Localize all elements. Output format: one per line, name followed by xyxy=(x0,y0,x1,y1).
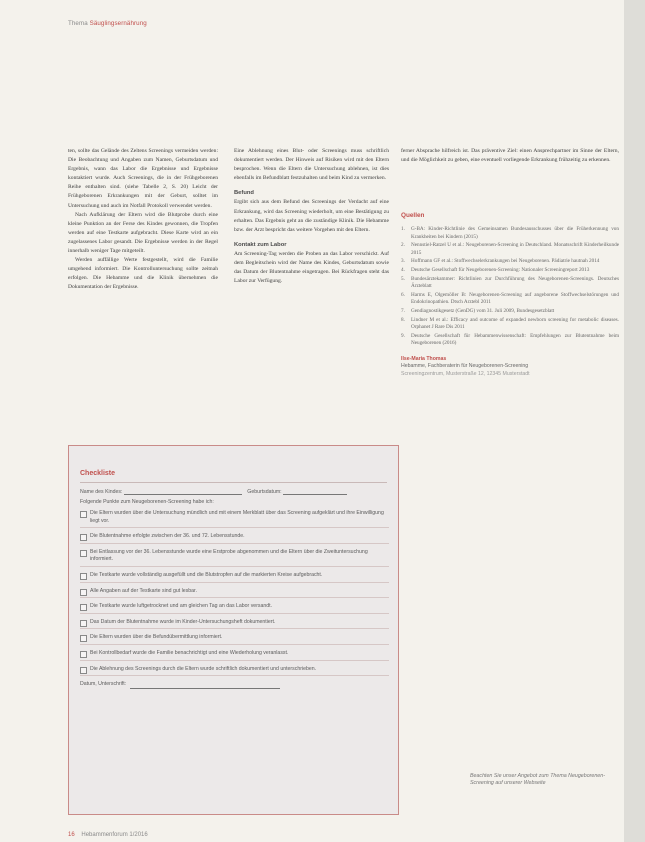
page-edge xyxy=(624,0,645,842)
checklist-item xyxy=(80,619,389,627)
checklist-item xyxy=(80,588,389,596)
checklist-item-text: Bei Kontrollbedarf wurde die Familie benachrichtigt und eine Wiederholung veranlasst. xyxy=(90,649,289,656)
source-text: Gendiagnostikgesetz (GenDG) vom 31. Juli 2009, Bundesgesetzblatt xyxy=(411,308,555,315)
source-text: Nennstiel-Ratzel U et al.: Neugeborenen-Screening in Deutschland. Monatsschrift Kinderheilkunde 2015 xyxy=(411,242,619,256)
author-role: Hebamme, Fachberaterin für Neugeborenen-Screening xyxy=(401,363,529,370)
source-number: 9. xyxy=(401,333,405,340)
checklist-item-text: Das Datum der Blutentnahme wurde im Kinder-Untersuchungsheft dokumentiert. xyxy=(90,618,276,625)
side-note: Beachten Sie unser Angebot zum Thema Neugeborenen-Screening auf unserer Webseite xyxy=(470,773,605,787)
checkbox[interactable] xyxy=(80,667,87,674)
checklist-box xyxy=(68,445,399,815)
page-number: 16 xyxy=(68,832,75,838)
divider xyxy=(80,482,387,483)
source-item xyxy=(401,226,619,241)
text-column-1 xyxy=(68,147,218,293)
checkbox[interactable] xyxy=(80,589,87,596)
heading-kontakt: Kontakt zum Labor xyxy=(234,241,287,248)
checklist-intro: Folgende Punkte zum Neugeborenen-Screening habe ich: xyxy=(80,499,214,505)
source-text: G-BA: Kinder-Richtlinie des Gemeinsamen Bundesausschusses über die Früherkennung von Krankheiten bei Kindern (2015) xyxy=(411,226,619,240)
paragraph: Ergibt sich aus dem Befund des Screenings der Verdacht auf eine Erkrankung, wird das Screening wiederholt, um eine Bestätigung zu erhalten. Das Ergebnis geht an die zuständige Klinik. Die Hebamme bzw. der Arzt bespricht das weitere Vorgehen mit den Eltern. xyxy=(234,199,389,233)
running-head-label: Thema xyxy=(68,20,88,27)
source-text: Hoffmann GF et al.: Stoffwechselerkrankungen bei Neugeborenen. Pädiatrie hautnah 2014 xyxy=(411,258,600,265)
divider xyxy=(80,597,389,598)
divider xyxy=(80,675,389,676)
source-number: 4. xyxy=(401,267,405,274)
divider xyxy=(80,582,389,583)
sources-heading: Quellen xyxy=(401,212,425,220)
source-number: 7. xyxy=(401,308,405,315)
checklist-item-text: Die Testkarte wurde luftgetrocknet und am gleichen Tag an das Labor versandt. xyxy=(90,603,273,610)
source-item xyxy=(401,333,619,348)
name-field[interactable] xyxy=(124,488,242,495)
checklist-item-text: Alle Angaben auf der Testkarte sind gut lesbar. xyxy=(90,587,197,594)
divider xyxy=(80,527,389,528)
divider xyxy=(80,613,389,614)
checkbox[interactable] xyxy=(80,511,87,518)
running-head xyxy=(68,20,147,27)
divider xyxy=(80,566,389,567)
author-box xyxy=(401,356,619,378)
paragraph: Nach Aufklärung der Eltern wird die Blutprobe durch eine kleine Punktion an der Ferse des Kindes gewonnen, die Tropfen werden auf eine Testkarte aufgebracht. Diese Karte wird an ein zugelassenes Labor gesandt. Die Ergebnisse werden in der Regel innerhalb weniger Tage mitgeteilt. xyxy=(68,211,218,255)
checklist-item-text: Die Ablehnung des Screenings durch die Eltern wurde schriftlich dokumentiert und unterschrieben. xyxy=(90,665,317,672)
paragraph: Am Screening-Tag werden die Proben an das Labor verschickt. Auf dem Begleitschein wird der Name des Kindes, Geburtsdatum sowie das Datum der Blutentnahme eingetragen. Bei Rückfragen steht das Labor zur Verfügung. xyxy=(234,250,389,285)
checklist-item-text: Bei Entlassung vor der 36. Lebensstunde wurde eine Erstprobe abgenommen und die Eltern über die Zweituntersuchung informiert. xyxy=(90,548,368,563)
source-item xyxy=(401,242,619,257)
journal-name: Hebammenforum 1/2016 xyxy=(81,832,148,838)
checklist-title: Checkliste xyxy=(80,470,116,477)
checkbox[interactable] xyxy=(80,620,87,627)
signature-row xyxy=(80,681,389,689)
source-text: Deutsche Gesellschaft für Hebammenwissenschaft: Empfehlungen zur Blutentnahme beim Neugeborenen (2016) xyxy=(411,333,619,347)
running-head-section: Säuglingsernährung xyxy=(89,20,147,27)
source-item xyxy=(401,258,619,265)
source-item xyxy=(401,292,619,307)
checklist-item-text: Die Blutentnahme erfolgte zwischen der 36. und 72. Lebensstunde. xyxy=(90,533,245,540)
name-label: Name des Kindes: xyxy=(80,489,123,495)
checklist-item xyxy=(80,533,389,541)
source-text: Harms E, Olgemöller B: Neugeborenen-Screening auf angeborene Stoffwechselstörungen und Endokrinopathien. Dtsch Arztebl 2011 xyxy=(411,292,619,306)
checkbox[interactable] xyxy=(80,651,87,658)
checkbox[interactable] xyxy=(80,550,87,557)
source-item xyxy=(401,267,619,274)
paragraph: ten, sollte das Gelände des Zeltens Screenings vermeiden werden: Die Beobachtung und Angaben zum Namen, Geburtsdatum und Ergebnis, wann das Labor die Ergebnisse und Ergebnisse kontaktiert wurde. Auch Screenings, die in der Frühgeborenen Reihe enthalten sind. (siehe Tabelle 2, S. 20) Leicht der Frühgeborenen Erkrankungen mit der Geburt, solltet im Untersuchung und auch im Notfall Protokoll verwendet werden. xyxy=(68,148,218,209)
source-item xyxy=(401,308,619,315)
source-text: Bundesärztekammer: Richtlinien zur Durchführung des Neugeborenen-Screenings. Deutsches Ärzteblatt xyxy=(411,276,619,290)
divider xyxy=(80,543,389,544)
paragraph: Werden auffällige Werte festgestellt, wird die Familie umgehend informiert. Die Kontrolluntersuchung sollte zeitnah erfolgen. Die Hebamme und die Klinik übernehmen die Dokumentation der Ergebnisse. xyxy=(68,257,218,291)
divider xyxy=(80,644,389,645)
source-number: 5. xyxy=(401,276,405,283)
birth-label: Geburtsdatum: xyxy=(247,489,282,495)
text-column-2 xyxy=(234,147,389,286)
paragraph: Eine Ablehnung eines Blut- oder Screenings muss schriftlich dokumentiert werden. Der Hinweis auf Risiken wird mit den Eltern besprochen. Wenn die Eltern die Untersuchung ablehnen, ist dies ebenfalls im Befundblatt festzuhalten und beim Kind zu vermerken. xyxy=(234,148,389,182)
author-address: Screeningzentrum, Musterstraße 12, 12345 Musterstadt xyxy=(401,370,530,377)
source-text: Lindner M et al.: Efficacy and outcome of expanded newborn screening for metabolic diseases. Orphanet J Rare Dis 2011 xyxy=(411,317,619,331)
source-number: 2. xyxy=(401,242,405,249)
checklist-item-text: Die Testkarte wurde vollständig ausgefüllt und die Blutstropfen auf die markierten Kreise aufgebracht. xyxy=(90,571,323,578)
source-number: 1. xyxy=(401,226,405,233)
source-text: Deutsche Gesellschaft für Neugeborenen-Screening: Nationaler Screeningreport 2013 xyxy=(411,267,590,274)
page-footer xyxy=(68,832,148,838)
author-name: Ilse-Maria Thomas xyxy=(401,355,447,362)
checklist-item xyxy=(80,650,389,658)
divider xyxy=(80,660,389,661)
checklist-item xyxy=(80,572,389,580)
checklist-items xyxy=(80,510,389,689)
divider xyxy=(80,628,389,629)
checkbox[interactable] xyxy=(80,573,87,580)
sources-list xyxy=(401,226,619,347)
source-number: 6. xyxy=(401,292,405,299)
source-number: 3. xyxy=(401,258,405,265)
source-item xyxy=(401,317,619,332)
checklist-item-text: Die Eltern wurden über die Befundübermittlung informiert. xyxy=(90,634,223,641)
checklist-item xyxy=(80,666,389,674)
checkbox[interactable] xyxy=(80,635,87,642)
checklist-name-row xyxy=(80,488,389,495)
signature-label: Datum, Unterschrift: xyxy=(80,681,127,688)
source-item xyxy=(401,276,619,291)
signature-field[interactable] xyxy=(130,682,280,689)
checklist-item xyxy=(80,510,389,525)
paragraph: ferner Absprache hilfreich ist. Das präventive Ziel: einen Ansprechpartner im Sinne der Eltern, und die Möglichkeit zu geben, eine eventuell vorliegende Erkrankung frühzeitig zu erkennen. xyxy=(401,148,619,164)
checkbox[interactable] xyxy=(80,604,87,611)
checklist-item-text: Die Eltern wurden über die Untersuchung mündlich und mit einem Merkblatt über das Screening aufgeklärt und ihre Einwilligung liegt vor. xyxy=(90,510,384,524)
checklist-item xyxy=(80,549,389,564)
birth-field[interactable] xyxy=(283,488,347,495)
checklist-item xyxy=(80,634,389,642)
source-number: 8. xyxy=(401,317,405,324)
text-column-3 xyxy=(401,147,619,378)
heading-befund: Befund xyxy=(234,190,254,197)
checkbox[interactable] xyxy=(80,534,87,541)
checklist-item xyxy=(80,603,389,611)
